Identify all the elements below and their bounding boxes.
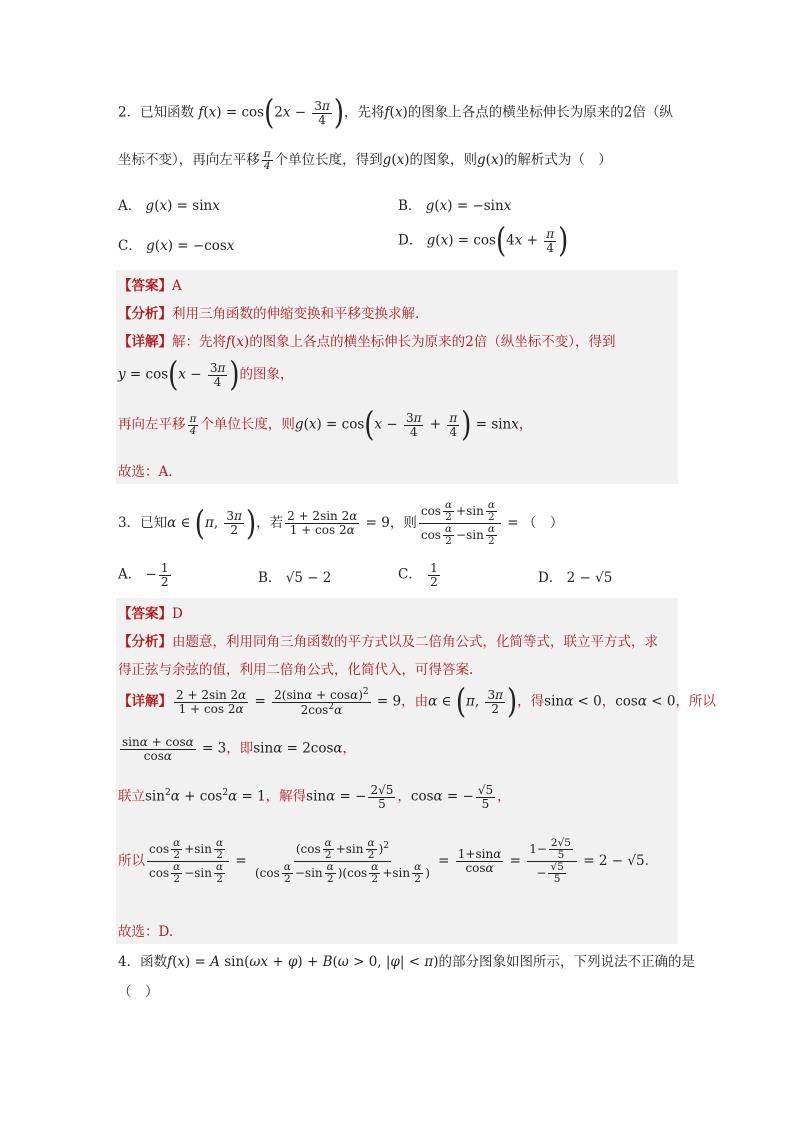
q2-option-d: D． g(x) = cos(4x + $\frac{\pi}{4}$ ): [398, 221, 569, 261]
q3-stem: 3．已知α ∈ (π, $\frac{3\pi}{2}$ )，若 $\frac{2 + 2\sin 2\alpha}{1 + \cos 2\alpha}$ = 9，则 cos $\frac{\alpha}{2}$ +sin $\frac{\alpha}{2}$ cos $\frac{\alpha}{2}$ −sin $\frac{\alpha}{2}$ = （ ）: [118, 499, 564, 548]
q2-detail-line1: 【详解】解：先将f(x)的图象上各点的横坐标伸长为原来的2倍（纵坐标不变），得到: [118, 334, 616, 350]
q2-stem-text: 已知函数: [140, 104, 195, 121]
q2-option-c: C． g(x) = −cosx: [118, 238, 235, 254]
q3-analysis-line2: 得正弦与余弦的值，利用二倍角公式，化简代入，可得答案.: [118, 662, 474, 678]
q2-option-a: A． g(x) = sinx: [118, 198, 220, 214]
q4-stem-line1: 4．函数f(x) = A sin(ωx + φ) + B(ω > 0, |φ| < π)的部分图象如图所示，下列说法不正确的是: [118, 954, 695, 970]
q2-option-b: B． g(x) = −sinx: [398, 198, 512, 214]
q2-detail-line2: y = cos(x − $\frac{3\pi}{4}$ )的图象，: [118, 355, 294, 395]
q3-analysis-line1: 【分析】由题意，利用同角三角函数的平方式以及二倍角公式，化简等式，联立平方式，求: [118, 634, 658, 650]
q4-stem-line2: （ ）: [118, 984, 159, 1000]
q3-option-d: D． 2 − √5: [538, 570, 613, 586]
q3-detail-line4: 所以 cos $\frac{\alpha}{2}$ +sin $\frac{\alpha}{2}$ cos $\frac{\alpha}{2}$ −sin $\frac{\alpha}{2}$ = (cos $\frac{\alpha}{2}$ +sin $\frac{\alpha}{2}$ )$^2$ (cos $\frac{\alpha}{2}$ −sin $\frac{\alpha}{2}$ )(cos $\frac{\alpha}{2}$ +sin $\frac{\alpha}{2}$ ) = $\frac{1+\sin\alpha}{\cos\alpha}$ = 1− $\frac{2√5}{5}$ − $\frac{√5}{5}$ = 2 − √5.: [118, 837, 649, 886]
q3-detail-line1: 【详解】 $\frac{2 + 2\sin 2\alpha}{1 + \cos 2\alpha}$ = $\frac{2(\sin\alpha + \cos\alpha)^2}{2\cos^2\alpha}$ = 9，由α ∈ (π, $\frac{3\pi}{2}$ )，得sinα < 0，cosα < 0，所以: [118, 682, 716, 722]
q2-analysis: 【分析】利用三角函数的伸缩变换和平移变换求解.: [118, 306, 420, 322]
q2-number: 2．: [118, 104, 141, 121]
q2-answer: 【答案】A: [118, 278, 182, 294]
q2-stem-line2: 坐标不变），再向左平移 $\frac{\pi}{4}$ 个单位长度，得到g(x)的图象，则g(x)的解析式为（ ）: [118, 147, 612, 172]
q3-detail-line3: 联立$\sin^2\alpha + \cos^2\alpha = 1$，解得sinα = − $\frac{2√5}{5}$ ，cosα = − $\frac{√5}{5}$ ，: [118, 783, 511, 811]
q3-option-c: C． $\frac{1}{2}$: [398, 561, 438, 589]
q2-stem-line1: 2．已知函数 f(x) = cos(2x − $\frac{3\pi}{4}$ )，先将f(x)的图象上各点的横坐标伸长为原来的2倍（纵: [118, 93, 673, 133]
q3-option-a: A． − $\frac{1}{2}$: [118, 561, 169, 589]
q3-detail-line2: $\frac{\sin\alpha + \cos\alpha}{\cos\alpha}$ = 3，即sinα = 2cosα，: [122, 735, 357, 763]
q2-choice: 故选：A.: [118, 464, 173, 480]
q3-choice: 故选：D.: [118, 924, 174, 940]
q2-detail-line3: 再向左平移 $\frac{\pi}{4}$ 个单位长度，则g(x) = cos(x − $\frac{3\pi}{4}$ + $\frac{\pi}{4}$ ) = sinx，: [118, 405, 533, 445]
q3-answer: 【答案】D: [118, 606, 183, 622]
q3-option-b: B． √5 − 2: [258, 570, 332, 586]
